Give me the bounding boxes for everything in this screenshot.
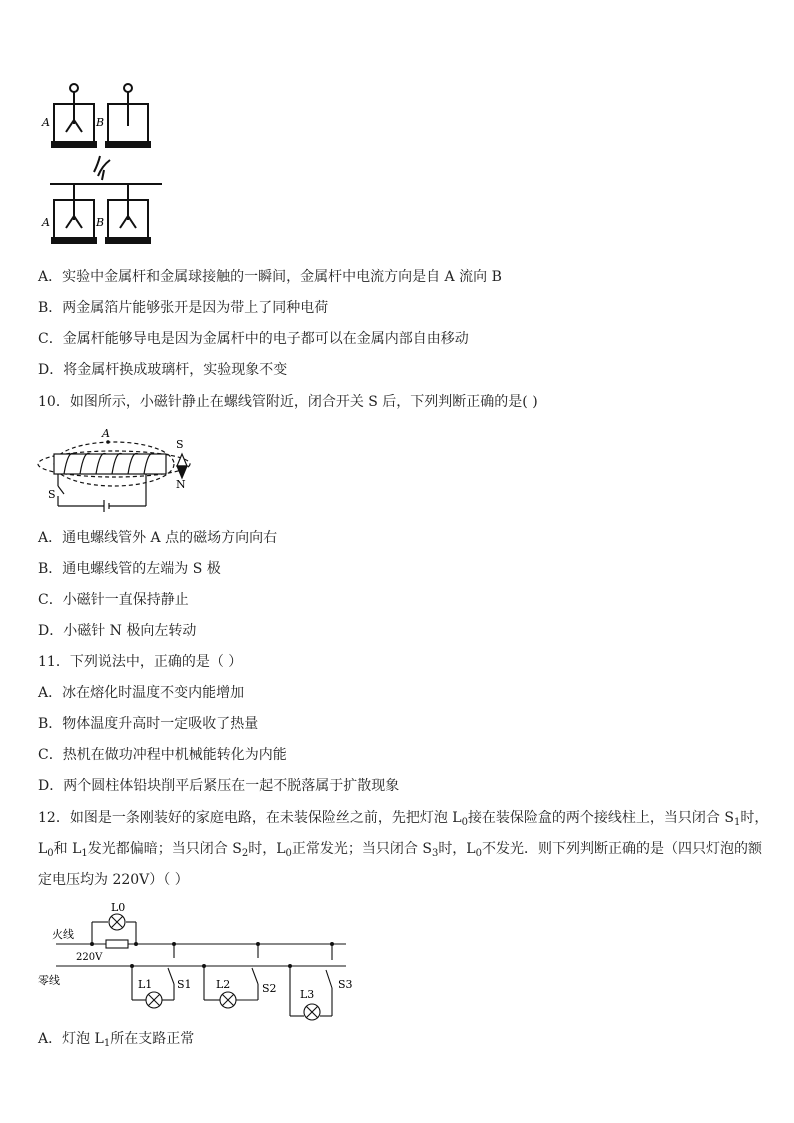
l2-label: L2: [216, 978, 231, 991]
neutral-wire-label: 零线: [38, 974, 60, 987]
q10-option-c: C．小磁针一直保持静止: [38, 592, 189, 608]
label-a: A: [102, 427, 110, 440]
q10-stem: 10．如图所示，小磁针静止在螺线管附近，闭合开关 S 后，下列判断正确的是( ): [38, 394, 538, 410]
q12-stem-line2: $L_0$和 $L_1$发光都偏暗；当只闭合 $S_2$时，$L_0$正常发光；当只闭合 $S_3$时，$L_0$不发光．则下列判断正确的是（四只灯泡的额: [38, 841, 762, 859]
voltage-label: 220V: [76, 952, 103, 963]
q9-option-d: D．将金属杆换成玻璃杆，实验现象不变: [38, 362, 288, 378]
label-b-bottom: B: [96, 216, 105, 229]
l3-label: L3: [300, 988, 315, 1001]
s3-label: S3: [338, 978, 353, 991]
q11-option-b: B．物体温度升高时一定吸收了热量: [38, 716, 259, 732]
solenoid-figure: [34, 426, 204, 518]
q12-option-a: A．灯泡 $L_1$所在支路正常: [38, 1031, 195, 1049]
q11-option-c: C．热机在做功冲程中机械能转化为内能: [38, 747, 287, 763]
label-s-pole: S: [176, 438, 184, 451]
q9-option-c: C．金属杆能够导电是因为金属杆中的电子都可以在金属内部自由移动: [38, 331, 469, 347]
label-n-pole: N: [176, 478, 186, 491]
q10-option-a: A．通电螺线管外 A 点的磁场方向向右: [38, 530, 278, 546]
q10-option-b: B．通电螺线管的左端为 S 极: [38, 561, 221, 577]
label-switch-s: S: [48, 488, 56, 501]
q11-option-d: D．两个圆柱体铅块削平后紧压在一起不脱落属于扩散现象: [38, 778, 400, 794]
q12-stem-line3: 定电压均为 220V）（ ）: [38, 872, 189, 888]
l1-label: L1: [138, 978, 153, 991]
household-circuit-figure: [36, 898, 366, 1026]
live-wire-label: 火线: [52, 928, 74, 941]
q11-stem: 11．下列说法中，正确的是（ ）: [38, 654, 243, 670]
l0-label: L0: [111, 901, 126, 914]
label-b-top: B: [96, 116, 105, 129]
q10-option-d: D．小磁针 N 极向左转动: [38, 623, 197, 639]
label-a-bottom: A: [42, 216, 50, 229]
q9-option-a: A．实验中金属杆和金属球接触的一瞬间，金属杆中电流方向是自 A 流向 B: [38, 269, 502, 285]
label-a-top: A: [42, 116, 50, 129]
s2-label: S2: [262, 982, 277, 995]
q12-stem-line1: 12．如图是一条刚装好的家庭电路，在未装保险丝之前，先把灯泡 $L_0$接在装保险盒的两个接线柱上，当只闭合 $S_1$时，: [38, 810, 769, 828]
s1-label: S1: [177, 978, 192, 991]
q11-option-a: A．冰在熔化时温度不变内能增加: [38, 685, 245, 701]
q9-option-b: B．两金属箔片能够张开是因为带上了同种电荷: [38, 300, 329, 316]
electroscope-figure: [36, 80, 166, 252]
